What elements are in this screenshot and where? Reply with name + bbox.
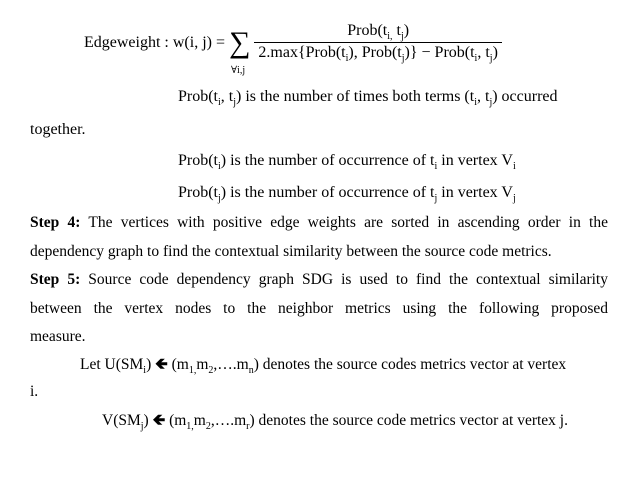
definition-cooccurrence: $Prob(t_i$, $t_j$) is the number of times both terms ($t_i$, $t_j$) occurred [178, 88, 558, 109]
step5-line1: Step 5: Source code dependency graph SDG is used to find the contextual similarity [30, 271, 608, 288]
formula-fraction [254, 22, 502, 64]
formula-lhs: Edgeweight : w(i, j) = [84, 34, 225, 52]
definition-prob-tj: $Prob(t_j)$ is the number of occurrence of $t_j$ in vertex $V_j$ [178, 184, 516, 205]
vector-u-definition: Let $U(SM_i)$ 🡸 $(m_{1,}m_2,\dots.m_n)$ denotes the source codes metrics vector at vertex [80, 355, 567, 377]
edgeweight-formula [84, 22, 502, 77]
step5-line2: between the vertex nodes to the neighbor metrics using the following proposed [30, 300, 608, 317]
step5-line3: measure. [30, 328, 86, 345]
definition-prob-ti: $Prob(t_i)$ is the number of occurrence of $t_i$ in vertex $V_i$ [178, 152, 516, 173]
left-arrow-icon: 🡸 [155, 355, 168, 373]
vector-v-definition: $V(SM_j)$ 🡸 $(m_{1,}m_2,\dots.m_r)$ denotes the source code metrics vector at vertex j. [102, 411, 568, 433]
formula-denominator: $2.\max\{Prob(t_i)$, $Prob(t_j)$} − $Prob(t_i$, $t_j$) [254, 42, 502, 64]
step5-label: Step 5: [30, 271, 81, 288]
sigma-glyph: ∑ [229, 26, 251, 60]
summation-symbol [229, 26, 251, 77]
formula-numerator: $Prob(t_{i,}$ $t_j$) [347, 22, 410, 43]
vector-u-continuation: i. [30, 383, 39, 400]
definition-continuation: together. [30, 121, 86, 138]
sum-index: ∀i,j [231, 65, 246, 77]
step4-label: Step 4: [30, 214, 81, 231]
step4-line1: Step 4: The vertices with positive edge weights are sorted in ascending order in the [30, 214, 608, 231]
left-arrow-icon: 🡸 [152, 411, 166, 429]
step4-line2: dependency graph to find the contextual similarity between the source code metrics. [30, 243, 552, 260]
